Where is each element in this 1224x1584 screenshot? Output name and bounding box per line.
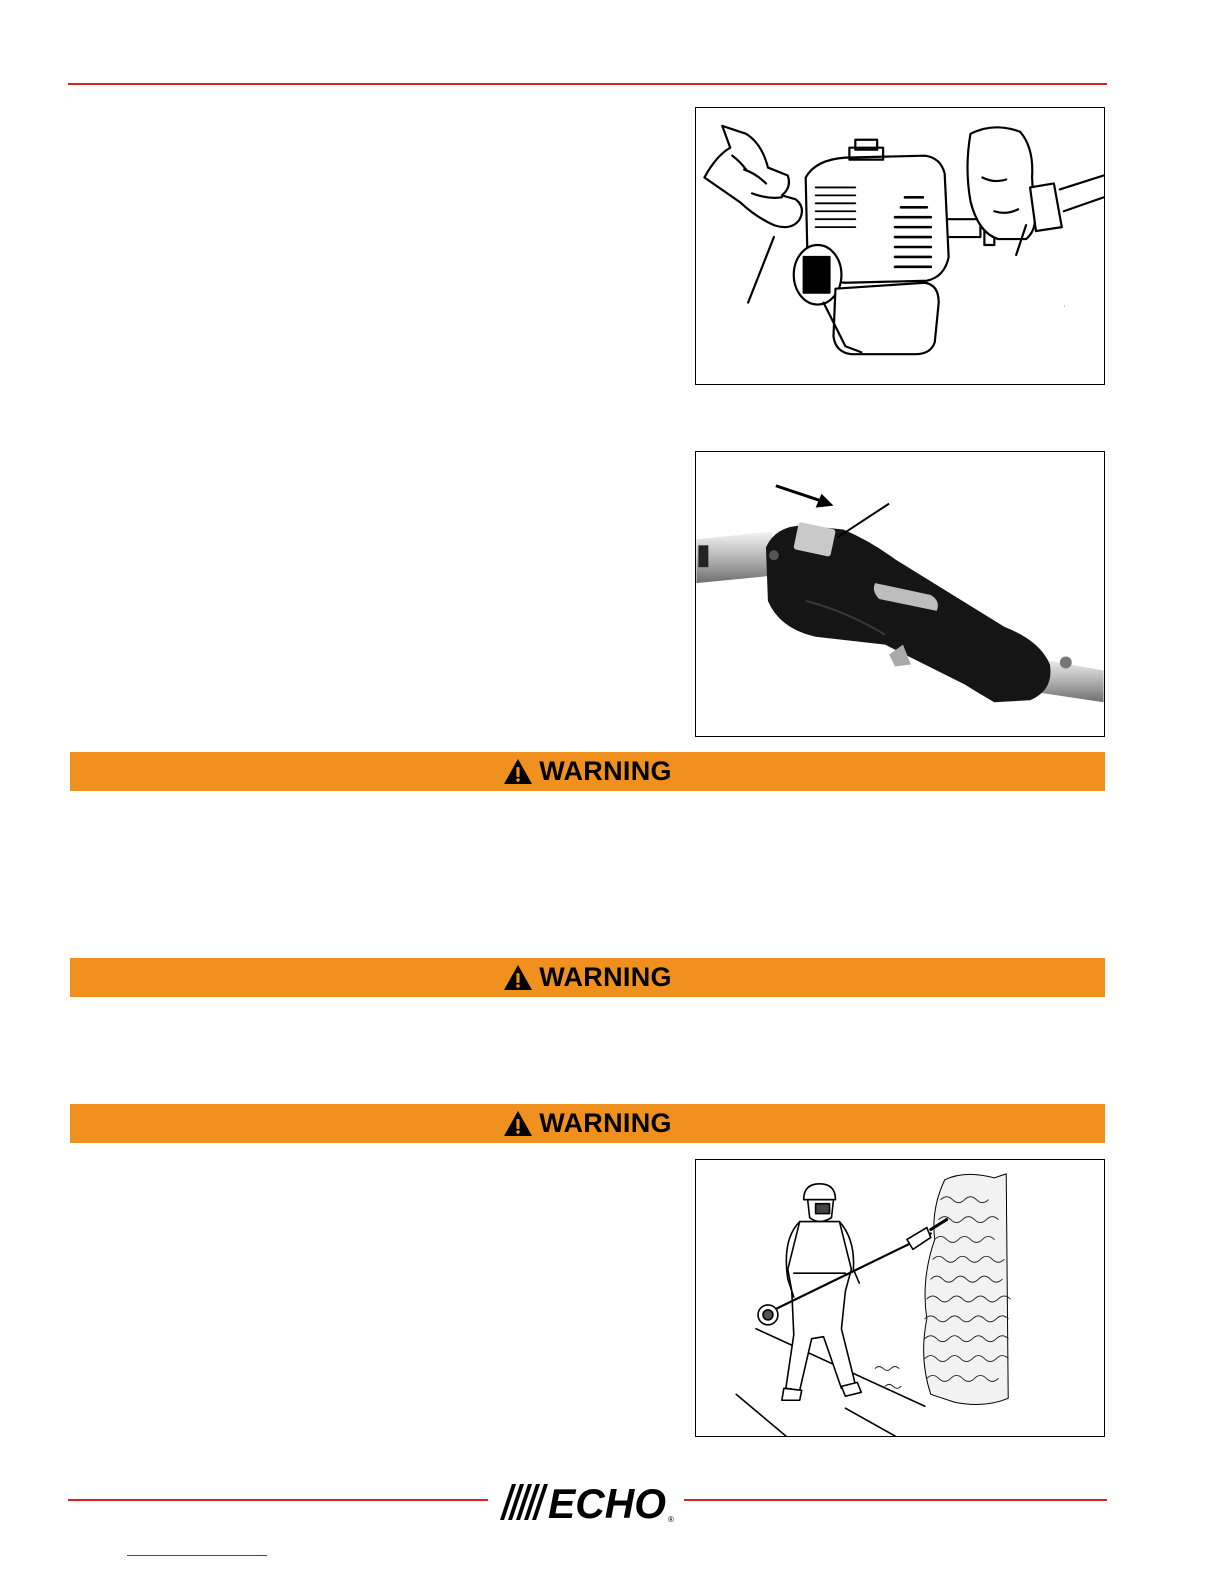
warning-triangle-icon	[503, 964, 533, 991]
warning-banner-1	[70, 752, 1105, 791]
warning-banner-3	[70, 1104, 1105, 1143]
footer-link-underline[interactable]	[127, 1555, 267, 1556]
hedge-trimming-figure	[695, 1159, 1105, 1437]
svg-text:.: .	[1063, 302, 1066, 309]
warning-label: WARNING	[539, 756, 672, 786]
warning-banner-2	[70, 958, 1105, 997]
echo-logo	[496, 1480, 678, 1524]
logo-wordmark: ECHO	[548, 1480, 666, 1524]
rear-handle-photo	[696, 452, 1104, 736]
warning-label: WARNING	[539, 1108, 672, 1138]
warning-label: WARNING	[539, 962, 672, 992]
footer-rule-left	[68, 1499, 488, 1501]
rear-handle-figure	[695, 451, 1105, 737]
header-rule	[68, 83, 1107, 85]
echo-logo-mark	[496, 1480, 678, 1524]
registered-mark: ®	[668, 1515, 674, 1524]
operator-illustration	[696, 1160, 1104, 1436]
engine-grip-figure	[695, 107, 1105, 385]
footer-rule-right	[684, 1499, 1107, 1501]
warning-triangle-icon	[503, 1110, 533, 1137]
warning-triangle-icon	[503, 758, 533, 785]
engine-grip-illustration	[696, 108, 1104, 384]
